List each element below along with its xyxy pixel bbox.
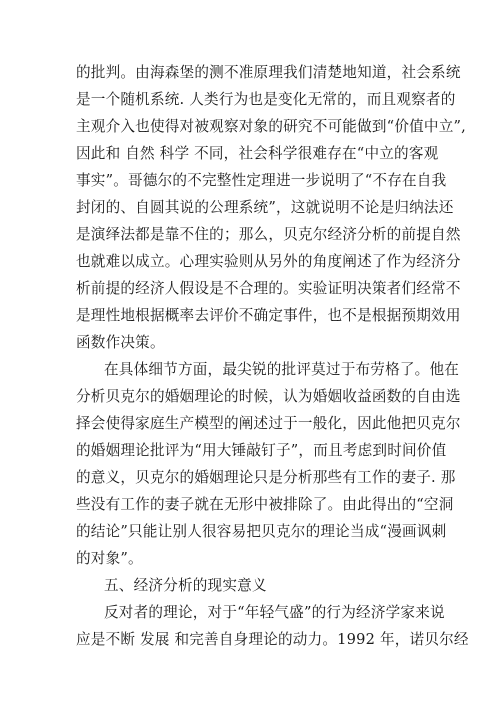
paragraph-1-line-9: 析前提的经济人假设是不合理的。实验证明决策者们经常不	[76, 280, 461, 297]
paragraph-2-line-4: 的婚姻理论批评为“用大锤敲钉子”，而且考虑到时间价值	[76, 442, 447, 459]
section-heading: 五、经济分析的现实意义	[104, 577, 267, 594]
paragraph-1-line-5: 事实”。哥德尔的不完整性定理进一步说明了“不存在自我	[76, 172, 447, 189]
paragraph-1-line-3: 主观介入也使得对被观察对象的研究不可能做到“价值中立”,	[76, 118, 467, 135]
paragraph-2-line-7: 的结论”只能让别人很容易把贝克尔的理论当成“漫画讽刺	[76, 523, 447, 540]
paragraph-3-line-2: 应是不断 发展 和完善自身理论的动力。1992 年，诺贝尔经	[76, 631, 469, 648]
paragraph-1-line-2: 是一个随机系统. 人类行为也是变化无常的，而且观察者的	[76, 91, 456, 108]
paragraph-1-line-4: 因此和 自然 科学 不同，社会科学很难存在“中立的客观	[76, 145, 439, 162]
paragraph-1-line-6: 封闭的、自圆其说的公理系统”，这就说明不论是归纳法还	[76, 199, 454, 216]
paragraph-2-line-1: 在具体细节方面，最尖锐的批评莫过于布劳格了。他在	[104, 361, 460, 378]
paragraph-2-line-8: 的对象”。	[76, 550, 143, 567]
paragraph-1-line-7: 是演绎法都是靠不住的；那么，贝克尔经济分析的前提自然	[76, 226, 461, 243]
paragraph-1-line-10: 是理性地根据概率去评价不确定事件，也不是根据预期效用	[76, 307, 461, 324]
paragraph-2-line-2: 分析贝克尔的婚姻理论的时候，认为婚姻收益函数的自由选	[76, 388, 461, 405]
paragraph-1-line-8: 也就难以成立。心理实验则从另外的角度阐述了作为经济分	[76, 253, 461, 270]
paragraph-2-line-6: 些没有工作的妻子就在无形中被排除了。由此得出的“空洞	[76, 496, 454, 513]
paragraph-1-line-11: 函数作决策。	[76, 334, 165, 351]
paragraph-2-line-3: 择会使得家庭生产模型的阐述过于一般化，因此他把贝克尔	[76, 415, 461, 432]
paragraph-3-line-1: 反对者的理论，对于“年轻气盛”的行为经济学家来说	[104, 604, 445, 621]
paragraph-2-line-5: 的意义，贝克尔的婚姻理论只是分析那些有工作的妻子. 那	[76, 469, 456, 486]
paragraph-1-line-1: 的批判。由海森堡的测不准原理我们清楚地知道，社会系统	[76, 64, 461, 81]
